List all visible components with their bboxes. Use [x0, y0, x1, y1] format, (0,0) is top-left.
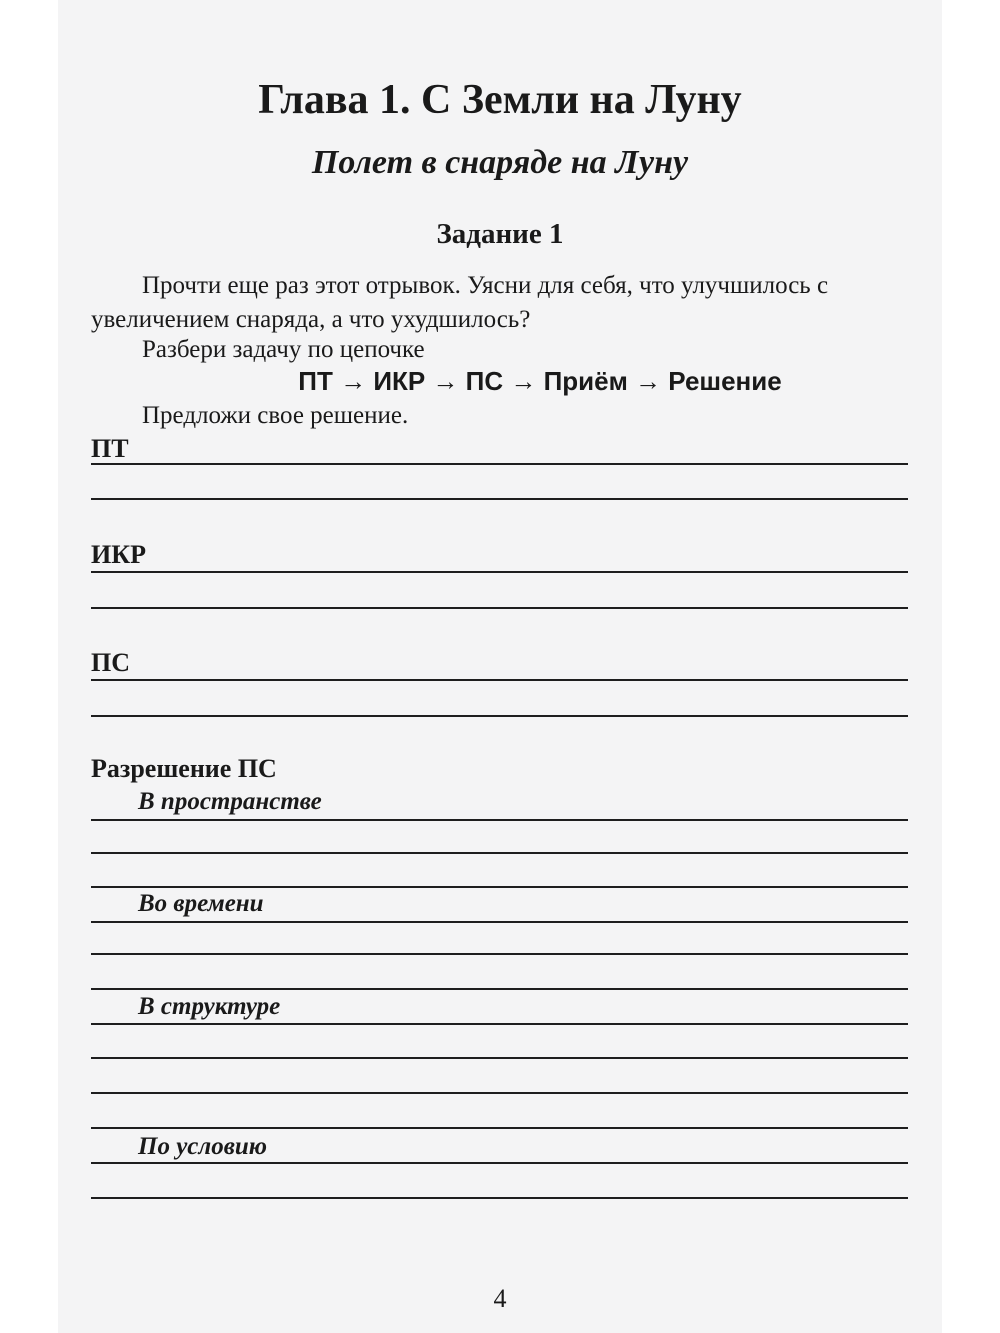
answer-line[interactable] [91, 679, 908, 681]
sub-label-space: В пространстве [138, 788, 322, 815]
answer-line[interactable] [91, 1197, 908, 1199]
solution-chain: ПТ → ИКР → ПС → Приём → Решение [298, 366, 782, 396]
instruction-line-1: Прочти еще раз этот отрывок. Уясни для себя, что улучшилось с [142, 272, 829, 299]
answer-line[interactable] [91, 1162, 908, 1164]
answer-line[interactable] [91, 852, 908, 854]
answer-line[interactable] [91, 1023, 908, 1025]
answer-line[interactable] [91, 886, 908, 888]
answer-line[interactable] [91, 607, 908, 609]
answer-line[interactable] [91, 1092, 908, 1094]
answer-line[interactable] [91, 953, 908, 955]
page-number: 4 [493, 1284, 507, 1313]
section-label-resolution: Разрешение ПС [91, 754, 277, 783]
section-title: Полет в снаряде на Луну [311, 144, 689, 181]
section-label-ikr: ИКР [91, 540, 146, 569]
sub-label-condition: По условию [138, 1133, 268, 1160]
answer-line[interactable] [91, 463, 908, 465]
task-title: Задание 1 [436, 218, 564, 250]
instruction-line-4: Предложи свое решение. [142, 402, 409, 429]
instruction-line-2: увеличением снаряда, а что ухудшилось? [91, 306, 531, 333]
answer-line[interactable] [91, 988, 908, 990]
answer-line[interactable] [91, 1127, 908, 1129]
answer-line[interactable] [91, 571, 908, 573]
answer-line[interactable] [91, 921, 908, 923]
answer-line[interactable] [91, 715, 908, 717]
answer-line[interactable] [91, 498, 908, 500]
chapter-title: Глава 1. С Земли на Луну [258, 77, 742, 123]
sub-label-time: Во времени [138, 890, 264, 917]
workbook-page [58, 0, 942, 1333]
section-label-ps: ПС [91, 648, 130, 677]
section-label-pt: ПТ [91, 434, 129, 463]
sub-label-structure: В структуре [138, 993, 281, 1020]
answer-line[interactable] [91, 819, 908, 821]
answer-line[interactable] [91, 1057, 908, 1059]
instruction-line-3: Разбери задачу по цепочке [142, 336, 425, 363]
